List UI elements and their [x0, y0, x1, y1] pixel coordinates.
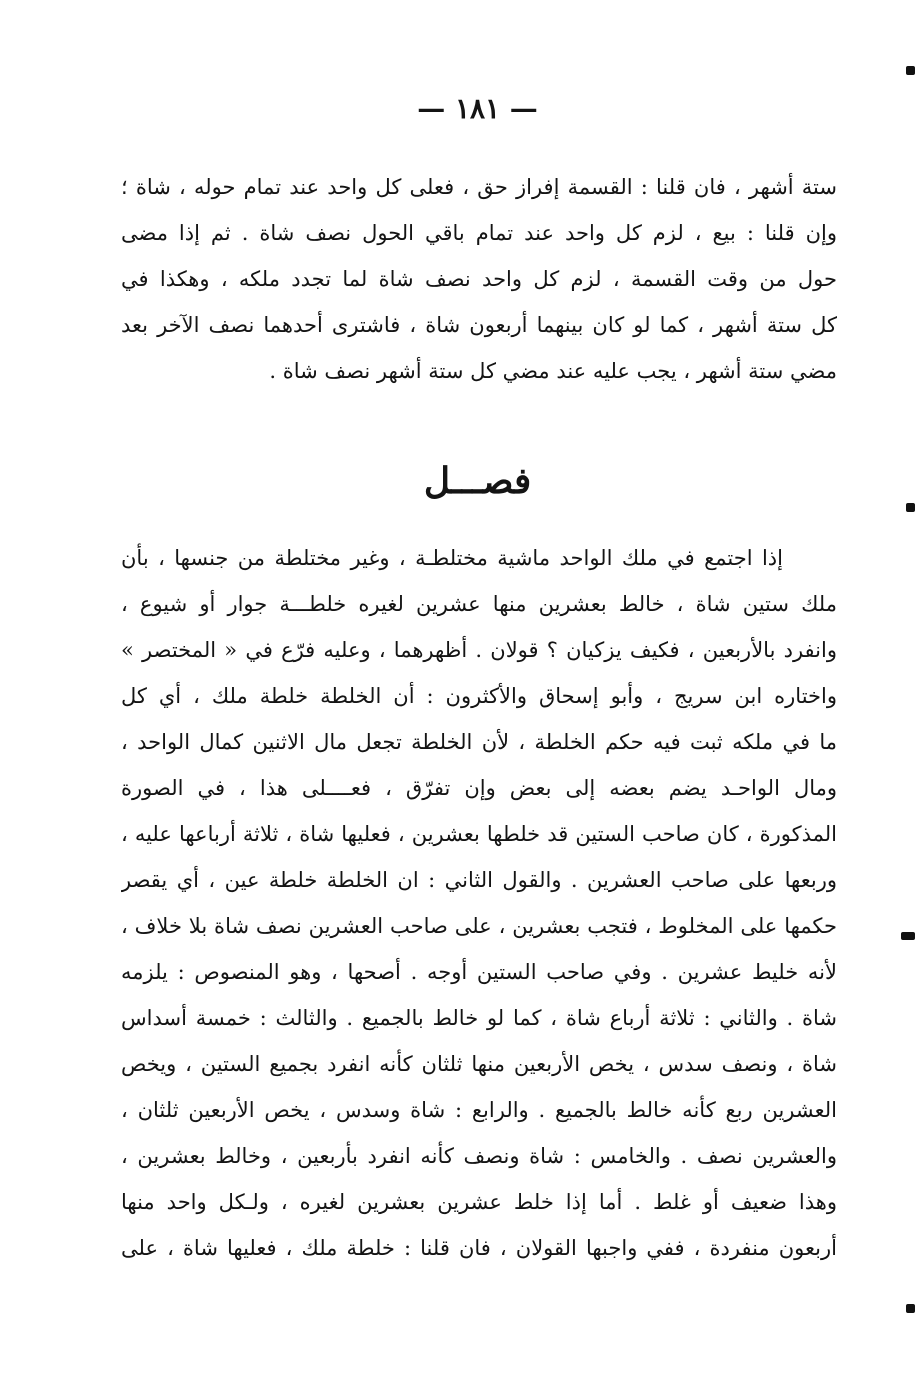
margin-mark: [906, 503, 915, 512]
margin-mark: [906, 66, 915, 75]
text-line: ومال الواحـد يضم بعضه إلى بعض وإن تفرّق ، فعــــلى هذا ، في الصورة: [121, 776, 837, 800]
text-line: شاة ، ونصف سدس ، يخص الأربعين منها ثلثان كأنه انفرد بجميع الستين ، ويخص: [121, 1052, 837, 1076]
margin-mark: [906, 1304, 915, 1313]
section-heading: فصـــل: [423, 460, 532, 502]
text-line: وإن قلنا : بيع ، لزم كل واحد عند تمام باقي الحول نصف شاة . ثم إذا مضى: [121, 221, 837, 245]
text-line: وهذا ضعيف أو غلط . أما إذا خلط عشرين بعشرين لغيره ، ولـكل واحد منها: [121, 1190, 837, 1214]
margin-mark: [901, 932, 915, 940]
text-line: والعشرين نصف . والخامس : شاة ونصف كأنه انفرد بأربعين ، وخالط بعشرين ،: [121, 1144, 837, 1168]
text-line: حول من وقت القسمة ، لزم كل واحد نصف شاة لما تجدد ملكه ، وهكذا في: [121, 267, 837, 291]
paragraph-continuation: [121, 164, 837, 394]
text-line: المذكورة ، كان صاحب الستين قد خلطها بعشرين ، فعليها شاة ، ثلاثة أرباعها عليه ،: [121, 822, 837, 846]
text-line: وانفرد بالأربعين ، فكيف يزكيان ؟ قولان . أظهرهما ، وعليه فرّع في « المختصر »: [121, 638, 837, 662]
text-line: لأنه خليط عشرين . وفي صاحب الستين أوجه . أصحها ، وهو المنصوص : يلزمه: [121, 960, 837, 984]
text-line: واختاره ابن سريج ، وأبو إسحاق والأكثرون : أن الخلطة خلطة ملك ، أي كل: [121, 684, 837, 708]
text-line: العشرين ربع كأنه خالط بالجميع . والرابع : شاة وسدس ، يخص الأربعين ثلثان ،: [121, 1098, 837, 1122]
text-line: ملك ستين شاة ، خالط بعشرين منها عشرين لغيره خلطـــة جوار أو شيوع ،: [121, 592, 837, 616]
text-line: ما في ملكه ثبت فيه حكم الخلطة ، لأن الخلطة تجعل مال الاثنين كمال الواحد ،: [121, 730, 837, 754]
text-line: كل ستة أشهر ، كما لو كان بينهما أربعون شاة ، فاشترى أحدهما نصف الآخر بعد: [121, 313, 837, 337]
text-line: مضي ستة أشهر ، يجب عليه عند مضي كل ستة أشهر نصف شاة .: [269, 359, 837, 383]
text-line: إذا اجتمع في ملك الواحد ماشية مختلطـة ، وغير مختلطة من جنسها ، بأن: [121, 546, 783, 570]
text-line: ستة أشهر ، فان قلنا : القسمة إفراز حق ، فعلى كل واحد عند تمام حوله ، شاة ؛: [121, 175, 837, 199]
text-line: وربعها على صاحب العشرين . والقول الثاني : ان الخلطة خلطة عين ، أي يقصر: [121, 868, 837, 892]
text-line: أربعون منفردة ، ففي واجبها القولان ، فان قلنا : خلطة ملك ، فعليها شاة ، على: [121, 1236, 837, 1260]
section-paragraph: [121, 535, 837, 1271]
text-line: حكمها على المخلوط ، فتجب بعشرين ، على صاحب العشرين نصف شاة بلا خلاف ،: [121, 914, 837, 938]
text-line: شاة . والثاني : ثلاثة أرباع شاة ، كما لو خالط بالجميع . والثالث : خمسة أسداس: [121, 1006, 837, 1030]
page-number: — ١٨١ —: [417, 92, 538, 125]
